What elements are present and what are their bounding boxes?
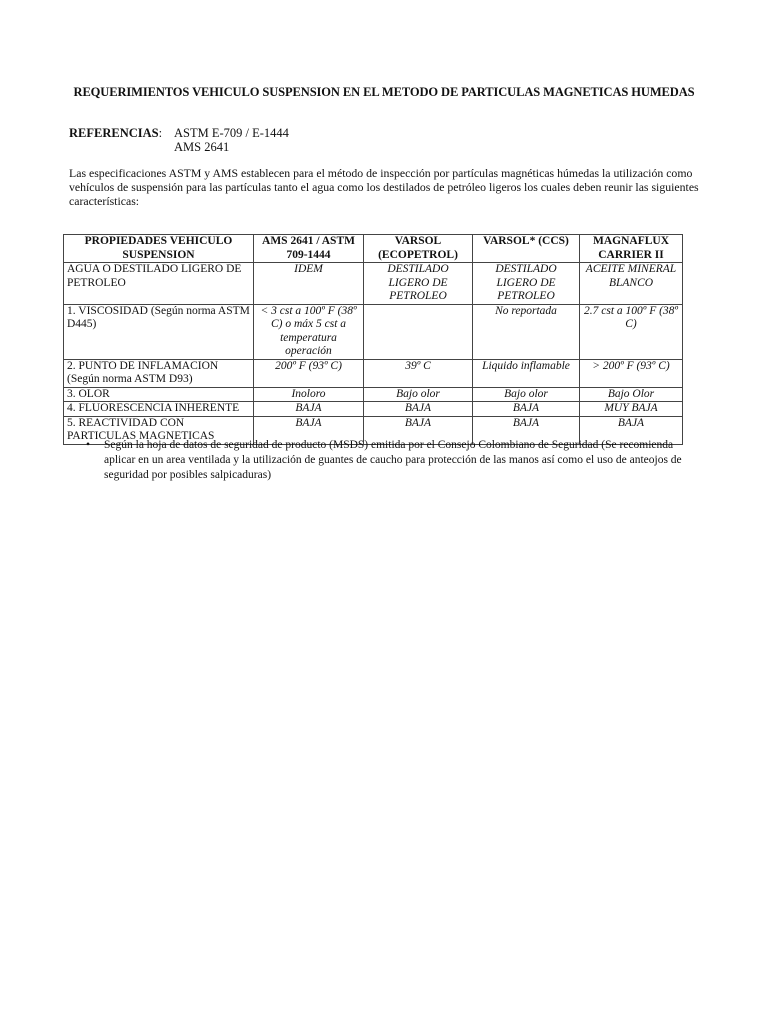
table-header-row	[64, 235, 683, 263]
properties-table	[63, 234, 683, 445]
value-cell: 39º C	[364, 359, 473, 387]
value-cell: BAJA	[473, 416, 580, 444]
header-varsol-ecopetrol: VARSOL (ECOPETROL)	[364, 235, 473, 263]
references-label: REFERENCIAS:	[69, 126, 163, 140]
value-cell: DESTILADO LIGERO DE PETROLEO	[364, 263, 473, 305]
value-cell: BAJA	[580, 416, 683, 444]
value-cell: Bajo Olor	[580, 387, 683, 402]
property-cell: 2. PUNTO DE INFLAMACION (Según norma ASTM D93)	[64, 359, 254, 387]
value-cell: BAJA	[364, 416, 473, 444]
value-cell: Bajo olor	[364, 387, 473, 402]
references-values	[174, 126, 289, 154]
table-row	[64, 263, 683, 305]
value-cell: No reportada	[473, 304, 580, 359]
references-block	[69, 126, 289, 154]
value-cell: Inoloro	[254, 387, 364, 402]
property-cell: AGUA O DESTILADO LIGERO DE PETROLEO	[64, 263, 254, 305]
intro-paragraph: Las especificaciones ASTM y AMS establecen para el método de inspección por partículas magnéticas húmedas la utilización como vehículos de suspensión para las partículas tanto el agua como los destilados de petróleo ligeros los cuales deben reunir las siguientes características:	[69, 166, 699, 208]
value-cell: 200º F (93º C)	[254, 359, 364, 387]
value-cell: ACEITE MINERAL BLANCO	[580, 263, 683, 305]
reference-ams: AMS 2641	[174, 140, 230, 154]
value-cell: BAJA	[254, 402, 364, 417]
bullet-icon: •	[86, 439, 91, 451]
property-cell: 3. OLOR	[64, 387, 254, 402]
document-title: REQUERIMIENTOS VEHICULO SUSPENSION EN EL METODO DE PARTICULAS MAGNETICAS HUMEDAS	[73, 85, 695, 99]
table-row	[64, 387, 683, 402]
table-row	[64, 402, 683, 417]
value-cell: BAJA	[473, 402, 580, 417]
value-cell: BAJA	[364, 402, 473, 417]
property-cell: 4. FLUORESCENCIA INHERENTE	[64, 402, 254, 417]
value-cell: 2.7 cst a 100º F (38º C)	[580, 304, 683, 359]
table-row	[64, 304, 683, 359]
value-cell: < 3 cst a 100º F (38º C) o máx 5 cst a temperatura operación	[254, 304, 364, 359]
reference-astm: ASTM E-709 / E-1444	[174, 126, 289, 140]
value-cell: DESTILADO LIGERO DE PETROLEO	[473, 263, 580, 305]
header-ams-astm: AMS 2641 / ASTM 709-1444	[254, 235, 364, 263]
property-cell: 1. VISCOSIDAD (Según norma ASTM D445)	[64, 304, 254, 359]
note-text: Según la hoja de datos de seguridad de producto (MSDS) emitida por el Consejo Colombiano de Seguridad (Se recomienda aplicar en un area ventilada y la utilización de guantes de caucho para protección de las manos así como el uso de anteojos de seguridad por posibles salpicaduras)	[104, 439, 682, 481]
header-property: PROPIEDADES VEHICULO SUSPENSION	[64, 235, 254, 263]
value-cell: IDEM	[254, 263, 364, 305]
header-varsol-ccs: VARSOL* (CCS)	[473, 235, 580, 263]
list-item	[86, 438, 706, 483]
value-cell: Bajo olor	[473, 387, 580, 402]
value-cell: MUY BAJA	[580, 402, 683, 417]
value-cell: Liquido inflamable	[473, 359, 580, 387]
notes-list	[86, 438, 706, 483]
property-cell: 5. REACTIVIDAD CON PARTICULAS MAGNETICAS	[64, 416, 254, 444]
value-cell: > 200º F (93º C)	[580, 359, 683, 387]
value-cell: BAJA	[254, 416, 364, 444]
header-magnaflux: MAGNAFLUX CARRIER II	[580, 235, 683, 263]
value-cell	[364, 304, 473, 359]
table-row	[64, 359, 683, 387]
